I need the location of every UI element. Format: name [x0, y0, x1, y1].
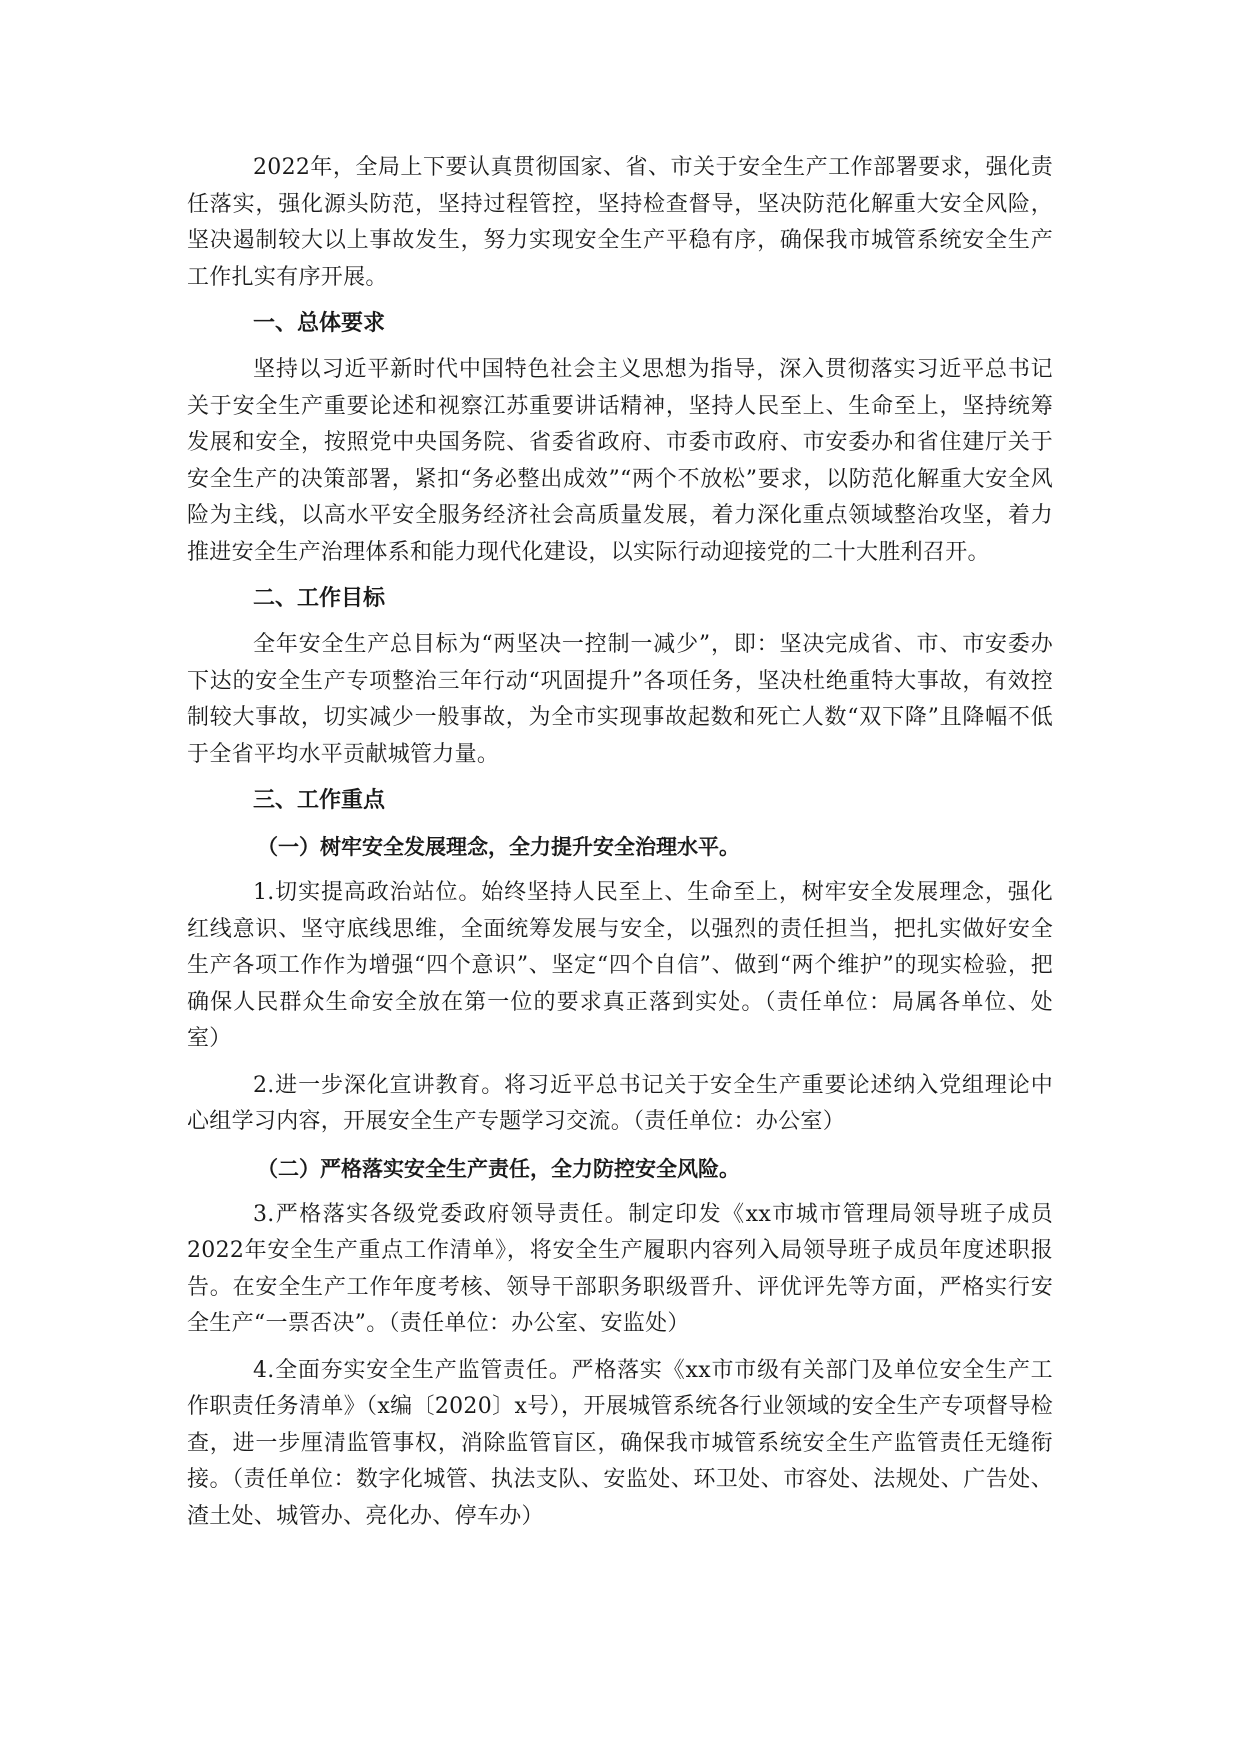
- section-heading-work-goals: 二、工作目标: [253, 586, 386, 611]
- subsection-heading-1: （一）树牢安全发展理念，全力提升安全治理水平。: [257, 835, 740, 859]
- list-item: 1.切实提高政治站位。始终坚持人民至上、生命至上，树牢安全发展理念，强化红线意识、坚守底线思维，全面统筹发展与安全，以强烈的责任担当，把扎实做好安全生产各项工作作为增强“四个意识”、坚定“四个自信”、做到“两个维护”的现实检验，把确保人民群众生命安全放在第一位的要求真正落到实处。（责任单位：局属各单位、处室）: [187, 880, 1053, 1051]
- intro-paragraph: 2022年，全局上下要认真贯彻国家、省、市关于安全生产工作部署要求，强化责任落实，强化源头防范，坚持过程管控，坚持检查督导，坚决防范化解重大安全风险，坚决遏制较大以上事故发生，努力实现安全生产平稳有序，确保我市城管系统安全生产工作扎实有序开展。: [187, 155, 1053, 290]
- overall-requirements-paragraph: 坚持以习近平新时代中国特色社会主义思想为指导，深入贯彻落实习近平总书记关于安全生产重要论述和视察江苏重要讲话精神，坚持人民至上、生命至上，坚持统筹发展和安全，按照党中央国务院、省委省政府、市委市政府、市安委办和省住建厅关于安全生产的决策部署，紧扣“务必整出成效”“两个不放松”要求，以防范化解重大安全风险为主线，以高水平安全服务经济社会高质量发展，着力深化重点领域整治攻坚，着力推进安全生产治理体系和能力现代化建设，以实际行动迎接党的二十大胜利召开。: [187, 357, 1053, 565]
- work-goals-paragraph: 全年安全生产总目标为“两坚决一控制一减少”，即：坚决完成省、市、市安委办下达的安全生产专项整治三年行动“巩固提升”各项任务，坚决杜绝重特大事故，有效控制较大事故，切实减少一般事故，为全市实现事故起数和死亡人数“双下降”且降幅不低于全省平均水平贡献城管力量。: [187, 632, 1053, 767]
- subsection-heading-2: （二）严格落实安全生产责任，全力防控安全风险。: [257, 1156, 740, 1181]
- section-heading-work-focus: 三、工作重点: [253, 788, 386, 813]
- list-item: 4.全面夯实安全生产监管责任。严格落实《xx市市级有关部门及单位安全生产工作职责任务清单》（x编〔2020〕x号），开展城管系统各行业领域的安全生产专项督导检查，进一步厘清监管事权，消除监管盲区，确保我市城管系统安全生产监管责任无缝衔接。（责任单位：数字化城管、执法支队、安监处、环卫处、市容处、法规处、广告处、渣土处、城管办、亮化办、停车办）: [187, 1357, 1053, 1529]
- section-heading-overall-requirements: 一、总体要求: [253, 311, 386, 336]
- document-page: [187, 150, 1053, 1545]
- list-item: 3.严格落实各级党委政府领导责任。制定印发《xx市城市管理局领导班子成员2022年安全生产重点工作清单》，将安全生产履职内容列入局领导班子成员年度述职报告。在安全生产工作年度考核、领导干部职务职级晋升、评优评先等方面，严格实行安全生产“一票否决”。（责任单位：办公室、安监处）: [187, 1201, 1053, 1336]
- list-item: 2.进一步深化宣讲教育。将习近平总书记关于安全生产重要论述纳入党组理论中心组学习内容，开展安全生产专题学习交流。（责任单位：办公室）: [187, 1072, 1053, 1134]
